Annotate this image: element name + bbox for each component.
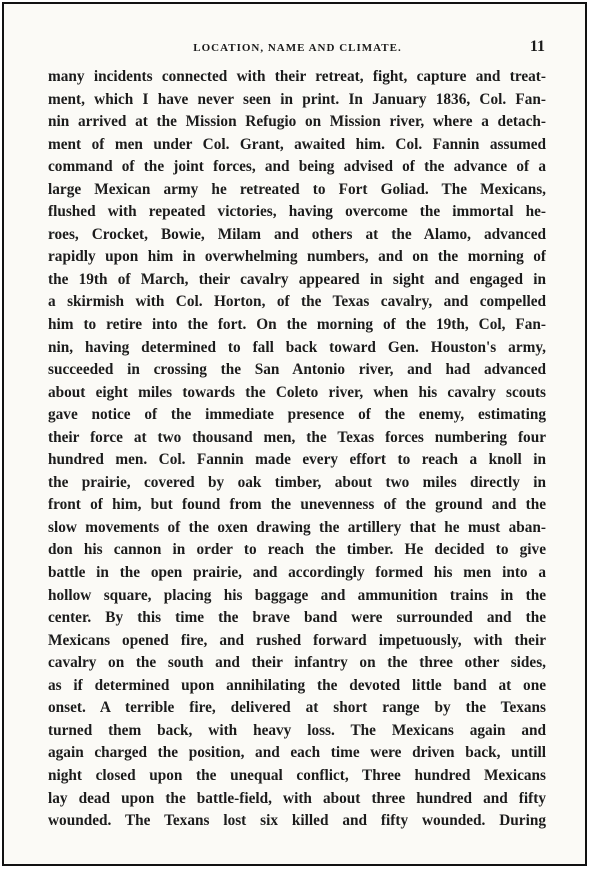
text-line: turned them back, with heavy loss. The Mexicans again and <box>48 721 546 739</box>
text-line: their force at two thousand men, the Texas forces numbering four <box>48 428 546 446</box>
book-page <box>2 2 587 866</box>
text-line: cavalry on the south and their infantry on the three other sides, <box>48 654 546 672</box>
text-line: nin, having determined to fall back toward Gen. Houston's army, <box>48 338 546 356</box>
text-line: lay dead upon the battle-field, with about three hundred and fifty <box>48 789 546 807</box>
text-line: slow movements of the oxen drawing the artillery that he must aban- <box>48 518 546 536</box>
text-line: large Mexican army he retreated to Fort Goliad. The Mexicans, <box>48 180 546 198</box>
page-number: 11 <box>529 38 545 55</box>
text-line: gave notice of the immediate presence of the enemy, estimating <box>48 406 546 424</box>
text-line: roes, Crocket, Bowie, Milam and others at the Alamo, advanced <box>48 225 546 243</box>
text-line: as if determined upon annihilating the devoted little band at one <box>48 676 546 694</box>
text-line: the 19th of March, their cavalry appeared in sight and engaged in <box>48 270 546 288</box>
text-line: the prairie, covered by oak timber, about two miles directly in <box>48 473 546 491</box>
text-line: wounded. The Texans lost six killed and fifty wounded. During <box>48 812 546 830</box>
text-line: about eight miles towards the Coleto river, when his cavalry scouts <box>48 383 546 401</box>
text-line: again charged the position, and each time were driven back, untill <box>48 744 546 762</box>
text-line: command of the joint forces, and being advised of the advance of a <box>48 158 546 176</box>
text-line: flushed with repeated victories, having overcome the immortal he- <box>48 203 546 221</box>
text-line: rapidly upon him in overwhelming numbers, and on the morning of <box>48 248 546 266</box>
text-line: him to retire into the fort. On the morning of the 19th, Col, Fan- <box>48 316 546 334</box>
text-line: a skirmish with Col. Horton, of the Texas cavalry, and compelled <box>48 293 546 311</box>
text-line: night closed upon the unequal conflict, Three hundred Mexicans <box>48 766 546 784</box>
running-head-title: LOCATION, NAME AND CLIMATE. <box>193 42 402 54</box>
text-line: onset. A terrible fire, delivered at short range by the Texans <box>48 699 546 717</box>
text-line: ment of men under Col. Grant, awaited him. Col. Fannin assumed <box>48 135 546 153</box>
text-line: battle in the open prairie, and accordingly formed his men into a <box>48 564 546 582</box>
text-line: many incidents connected with their retreat, fight, capture and treat- <box>48 68 546 85</box>
text-line: center. By this time the brave band were surrounded and the <box>48 609 546 627</box>
text-line: hundred men. Col. Fannin made every effort to reach a knoll in <box>48 451 546 469</box>
text-line: front of him, but found from the unevenness of the ground and the <box>48 496 546 514</box>
text-line: don his cannon in order to reach the timber. He decided to give <box>48 541 546 559</box>
text-line: Mexicans opened fire, and rushed forward impetuously, with their <box>48 631 546 649</box>
text-line: succeeded in crossing the San Antonio river, and had advanced <box>48 361 546 379</box>
text-line: ment, which I have never seen in print. In January 1836, Col. Fan- <box>48 90 546 108</box>
running-head <box>50 38 545 62</box>
text-line: nin arrived at the Mission Refugio on Mission river, where a detach- <box>48 113 546 131</box>
text-line: hollow square, placing his baggage and ammunition trains in the <box>48 586 546 604</box>
body-text <box>48 66 546 833</box>
